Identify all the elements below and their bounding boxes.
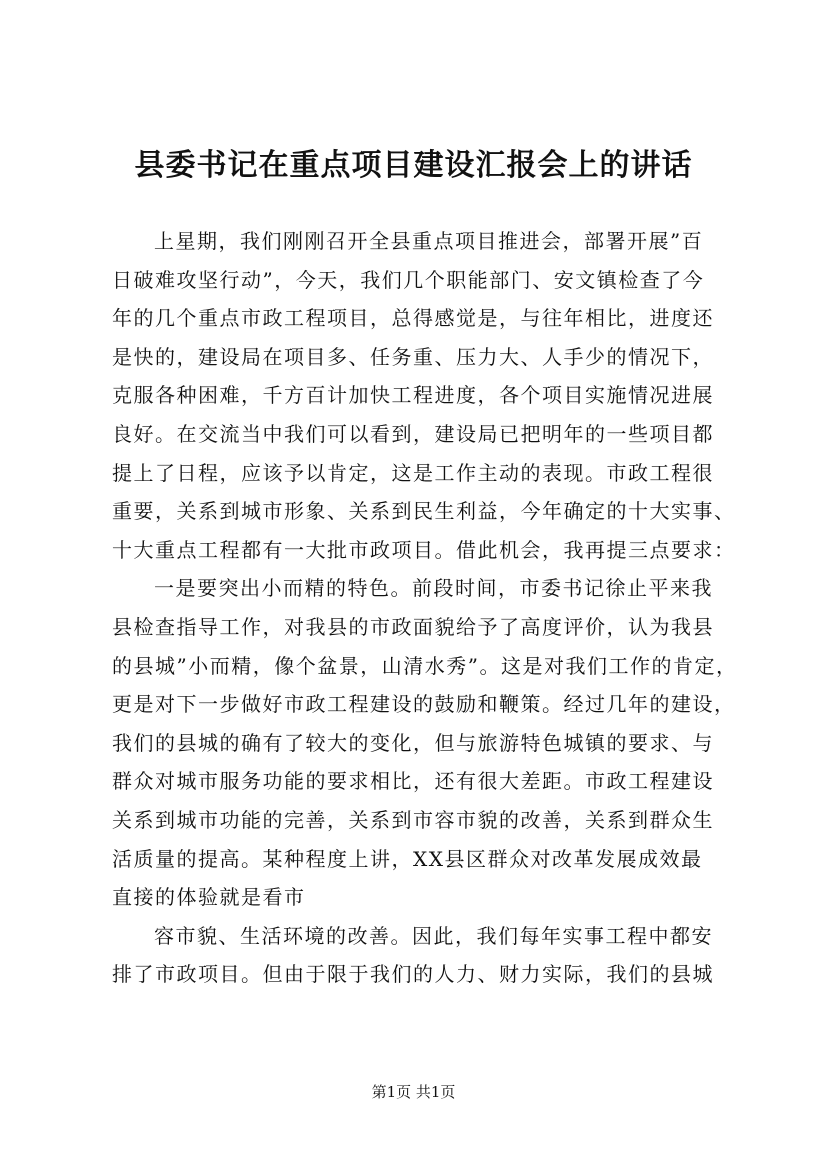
- body-line: 日破难攻坚行动”，今天，我们几个职能部门、安文镇检查了今: [112, 267, 705, 292]
- body-line: 一是要突出小而精的特色。前段时间，市委书记徐止平来我: [154, 576, 713, 601]
- body-line: 良好。在交流当中我们可以看到，建设局已把明年的一些项目都: [112, 421, 714, 446]
- body-line: 我们的县城的确有了较大的变化，但与旅游特色城镇的要求、与: [112, 730, 714, 755]
- body-line: 提上了日程，应该予以肯定，这是工作主动的表现。市政工程很: [112, 460, 714, 485]
- body-line: 排了市政项目。但由于限于我们的人力、财力实际，我们的县城: [112, 962, 714, 987]
- body-line: 的县城”小而精，像个盆景，山清水秀”。这是对我们工作的肯定，: [112, 653, 738, 678]
- body-line: 活质量的提高。某种程度上讲，XX县区群众对改革发展成效最: [112, 846, 703, 871]
- body-line: 更是对下一步做好市政工程建设的鼓励和鞭策。经过几年的建设，: [112, 692, 736, 717]
- body-line: 克服各种困难，千方百计加快工程进度，各个项目实施情况进展: [112, 383, 714, 408]
- body-line: 关系到城市功能的完善，关系到市容市貌的改善，关系到群众生: [112, 807, 714, 832]
- body-line: 群众对城市服务功能的要求相比，还有很大差距。市政工程建设: [112, 769, 714, 794]
- page-number-footer: 第1页 共1页: [371, 1083, 456, 1101]
- body-line: 县检查指导工作，对我县的市政面貌给予了高度评价，认为我县: [112, 614, 714, 639]
- body-line: 十大重点工程都有一大批市政项目。借此机会，我再提三点要求：: [112, 537, 736, 562]
- body-line: 直接的体验就是看市: [112, 885, 306, 910]
- body-line: 年的几个重点市政工程项目，总得感觉是，与往年相比，进度还: [112, 306, 714, 331]
- body-line: 重要，关系到城市形象、关系到民生利益，今年确定的十大实事、: [112, 499, 736, 524]
- document-body: [112, 222, 742, 994]
- body-line: 是快的，建设局在项目多、任务重、压力大、人手少的情况下，: [112, 344, 714, 369]
- body-line: 容市貌、生活环境的改善。因此，我们每年实事工程中都安: [154, 923, 713, 948]
- document-title: 县委书记在重点项目建设汇报会上的讲话: [134, 148, 693, 183]
- body-line: 上星期，我们刚刚召开全县重点项目推进会，部署开展”百: [154, 229, 704, 253]
